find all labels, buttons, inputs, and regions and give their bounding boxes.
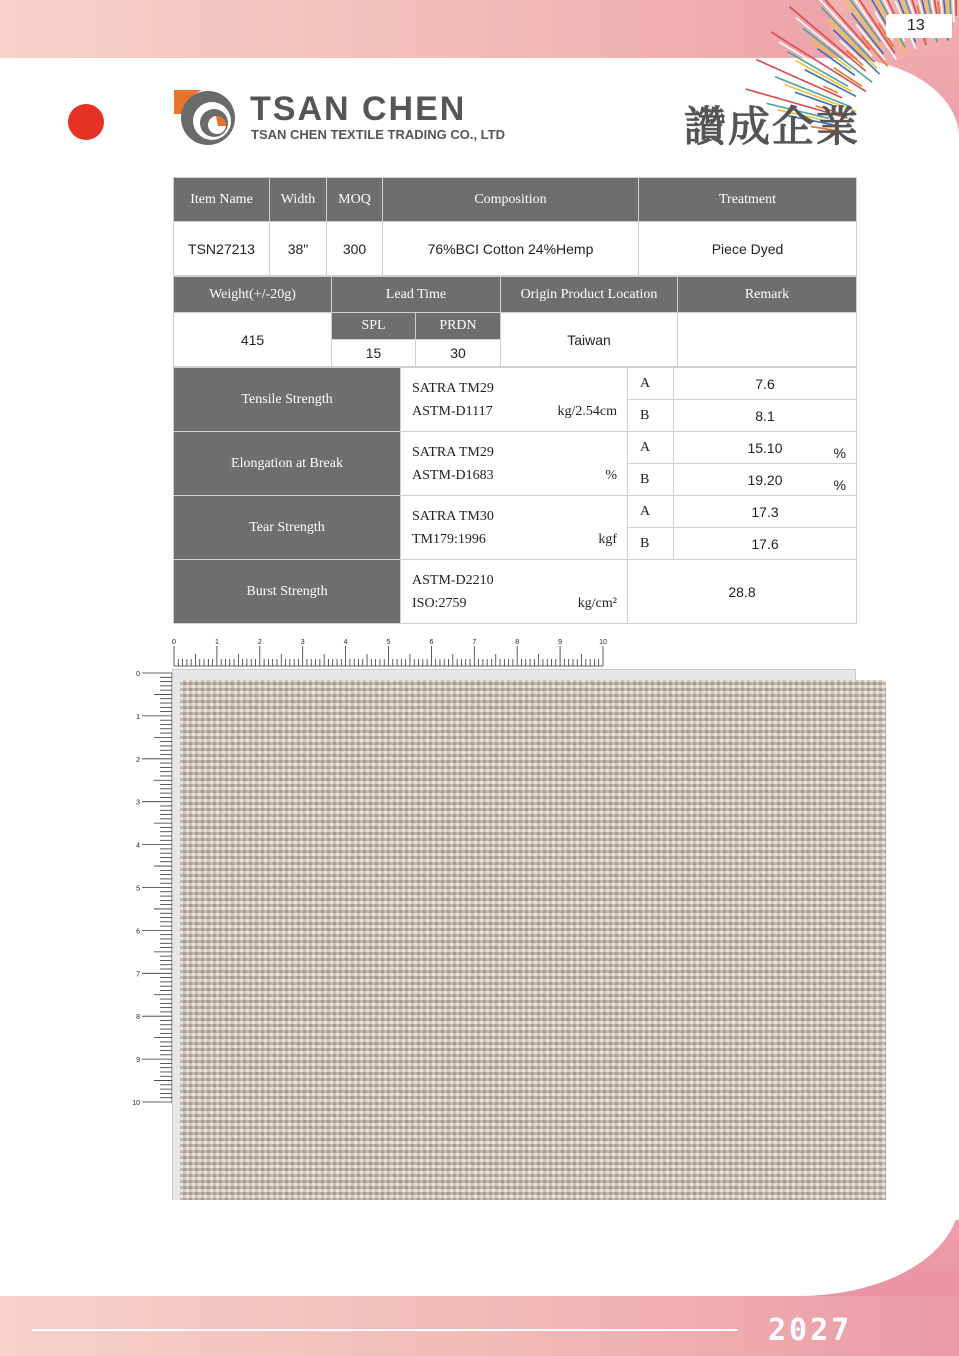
- brand-cjk-name: 讚成企業: [684, 103, 861, 150]
- test-method-elongation: [401, 432, 628, 496]
- fabric-swatch-image: [180, 680, 886, 1246]
- ruler-label: 1: [214, 639, 219, 646]
- ruler-label: 3: [300, 639, 305, 646]
- method-line: ISO:2759: [412, 595, 467, 611]
- width-value: 38": [270, 222, 327, 276]
- company-logo-icon: [172, 86, 238, 148]
- test-value-a: [674, 496, 857, 528]
- test-unit: %: [605, 468, 617, 483]
- ruler-label: 0: [136, 671, 140, 678]
- red-dot-marker: [68, 104, 104, 140]
- test-value-b: [674, 464, 857, 496]
- header-lead-time: Lead Time: [332, 277, 501, 313]
- ruler-label: 10: [132, 1100, 140, 1107]
- header-spl: SPL: [332, 313, 416, 340]
- header-prdn: PRDN: [416, 313, 501, 340]
- moq-value: 300: [327, 222, 383, 276]
- ruler-label: 4: [343, 639, 348, 646]
- header-width: Width: [270, 178, 327, 222]
- sample-label: B: [628, 400, 674, 432]
- spl-value: 15: [332, 340, 416, 367]
- spec-table: [173, 177, 857, 276]
- header-composition: Composition: [383, 178, 639, 222]
- value-unit: %: [833, 477, 846, 493]
- sunburst-ray: [955, 0, 957, 16]
- test-value-b: [674, 400, 857, 432]
- test-name-elongation: Elongation at Break: [174, 432, 401, 496]
- value: 17.3: [751, 503, 779, 520]
- ruler-label: 9: [558, 639, 563, 646]
- remark-value: [678, 313, 857, 367]
- ruler-label: 4: [136, 842, 140, 850]
- value: 15.10: [747, 439, 783, 456]
- horizontal-ruler: [172, 636, 608, 668]
- method-line: SATRA TM29: [412, 380, 494, 396]
- ruler-label: 8: [136, 1014, 140, 1022]
- header-weight: Weight(+/-20g): [174, 277, 332, 313]
- header-origin: Origin Product Location: [501, 277, 678, 313]
- sample-label: A: [628, 432, 674, 464]
- ruler-label: 5: [386, 639, 391, 646]
- origin-value: Taiwan: [501, 313, 678, 367]
- test-value-b: [674, 528, 857, 560]
- ruler-label: 10: [599, 639, 607, 646]
- value: 19.20: [747, 471, 783, 488]
- weight-value: 415: [174, 313, 332, 367]
- ruler-label: 7: [136, 971, 140, 979]
- test-method-tensile: [401, 368, 628, 432]
- value-unit: %: [833, 445, 846, 461]
- ruler-label: 1: [136, 713, 140, 721]
- test-value-a: [674, 432, 857, 464]
- ruler-label: 7: [472, 639, 477, 646]
- sample-label: A: [628, 496, 674, 528]
- method-line: ASTM-D1117: [412, 403, 493, 419]
- ruler-label: 3: [136, 799, 140, 807]
- test-name-burst: Burst Strength: [174, 560, 401, 624]
- ruler-label: 6: [136, 928, 140, 936]
- treatment-value: Piece Dyed: [639, 222, 857, 276]
- test-name-tensile: Tensile Strength: [174, 368, 401, 432]
- test-value-a: [674, 368, 857, 400]
- header-remark: Remark: [678, 277, 857, 313]
- value: 17.6: [751, 535, 779, 552]
- test-method-burst: [401, 560, 628, 624]
- value: 7.6: [755, 375, 775, 392]
- vertical-ruler: [132, 668, 174, 1108]
- header-treatment: Treatment: [639, 178, 857, 222]
- test-table: [173, 367, 857, 624]
- test-unit: kg/cm²: [577, 596, 617, 611]
- value: 8.1: [755, 407, 775, 424]
- item-name-value: TSN27213: [174, 222, 270, 276]
- brand-name: TSAN CHEN: [250, 90, 467, 128]
- bottom-divider-line: [32, 1329, 738, 1331]
- test-value-burst: 28.8: [628, 560, 857, 624]
- composition-value: 76%BCI Cotton 24%Hemp: [383, 222, 639, 276]
- ruler-label: 6: [429, 639, 434, 646]
- test-method-tear: [401, 496, 628, 560]
- test-unit: kgf: [598, 532, 617, 547]
- sample-label: B: [628, 528, 674, 560]
- method-line: TM179:1996: [412, 531, 486, 547]
- ruler-label: 0: [172, 639, 176, 646]
- method-line: ASTM-D1683: [412, 467, 494, 483]
- ruler-label: 2: [136, 756, 140, 764]
- page-number: 13: [907, 17, 925, 34]
- ruler-label: 5: [136, 885, 140, 893]
- year-mark: 2027: [768, 1313, 853, 1348]
- method-line: SATRA TM29: [412, 444, 494, 460]
- info-table: [173, 276, 857, 367]
- ruler-label: 8: [515, 639, 520, 646]
- sample-label: A: [628, 368, 674, 400]
- white-panel-bottom: [0, 1200, 959, 1296]
- prdn-value: 30: [416, 340, 501, 367]
- sample-label: B: [628, 464, 674, 496]
- method-line: ASTM-D2210: [412, 572, 494, 588]
- test-name-tear: Tear Strength: [174, 496, 401, 560]
- header-item-name: Item Name: [174, 178, 270, 222]
- header-moq: MOQ: [327, 178, 383, 222]
- brand-subtitle: TSAN CHEN TEXTILE TRADING CO., LTD: [251, 127, 505, 142]
- test-unit: kg/2.54cm: [557, 404, 617, 419]
- method-line: SATRA TM30: [412, 508, 494, 524]
- ruler-label: 2: [257, 639, 262, 646]
- ruler-label: 9: [136, 1057, 140, 1065]
